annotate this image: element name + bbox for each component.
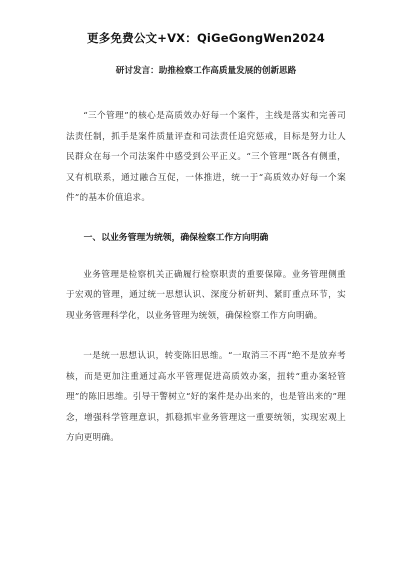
body-paragraph: 一是统一思想认识，转变陈旧思维。“一取消三不再”绝不是放弃考核，而是更加注重通过高水平管理促进高质效办案，扭转“重办案轻管理”的陈旧思维。引导干警树立“好的案件是办出来的，也是管出来的”理念，增强科学管理意识，抓稳抓牢业务管理这一重要统领，实现宏观上方向更明确。 bbox=[66, 351, 346, 443]
section-heading: 一、以业务管理为统领，确保检察工作方向明确 bbox=[83, 232, 269, 243]
document-page bbox=[0, 30, 410, 580]
document-title: 研讨发言：助推检察工作高质量发展的创新思路 bbox=[115, 66, 297, 76]
body-paragraph: 业务管理是检察机关正确履行检察职责的重要保障。业务管理侧重于宏观的管理，通过统一思想认识、深度分析研判、紧盯重点环节，实现业务管理科学化，以业务管理为统领，确保检察工作方向明确。 bbox=[66, 269, 346, 321]
promo-banner: 更多免费公文+VX：QiGeGongWen2024 bbox=[87, 31, 325, 45]
intro-paragraph: “三个管理”的核心是高质效办好每一个案件，主线是落实和完善司法责任制，抓手是案件质量评查和司法责任追究惩戒，目标是努力让人民群众在每一个司法案件中感受到公平正义。“三个管理”既各有侧重，又有机联系，通过融合互促，一体推进，统一于“高质效办好每一个案件”的基本价值追求。 bbox=[66, 111, 346, 203]
